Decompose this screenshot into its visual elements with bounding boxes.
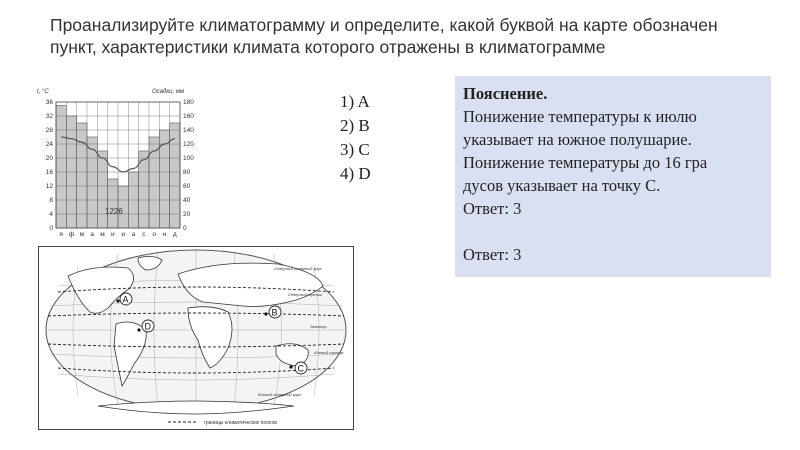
precip-bar	[108, 179, 118, 228]
point-b-label: B	[271, 307, 278, 318]
label-tropic-south: Южный тропик	[314, 350, 344, 355]
map-legend: границы климатических поясов	[204, 420, 277, 426]
month-label: я	[59, 231, 63, 238]
temp-tick-label: 32	[45, 113, 53, 121]
label-equator: Экватор	[310, 324, 327, 329]
climatogram-svg	[34, 84, 204, 240]
precip-bar	[97, 151, 107, 228]
temp-tick-label: 0	[49, 225, 53, 233]
precip-tick-label: 180	[183, 99, 194, 107]
climatogram	[34, 84, 204, 240]
month-label: а	[131, 231, 136, 238]
explanation-line-1: Понижение температуры к июлю	[463, 107, 697, 126]
world-climate-map	[38, 246, 354, 430]
temp-tick-label: 24	[45, 141, 53, 149]
question-line-2: пункт, характеристики климата которого отражены в климатограмме	[50, 37, 606, 57]
precip-bar	[170, 123, 180, 228]
precip-bar	[56, 106, 66, 229]
temp-tick-label: 28	[45, 127, 53, 135]
answer-options	[340, 90, 371, 186]
month-label: о	[152, 231, 156, 238]
precip-tick-label: 40	[183, 197, 191, 205]
month-label: ф	[68, 231, 75, 238]
explanation-box	[455, 76, 771, 277]
temp-tick-label: 4	[49, 211, 53, 219]
precip-tick-label: 160	[183, 113, 194, 121]
explanation-answer-repeat: Ответ: 3	[463, 245, 522, 264]
precip-tick-label: 100	[183, 155, 194, 163]
precip-axis-label: Осадки, мм	[152, 89, 185, 95]
point-d-label: D	[144, 321, 151, 332]
precip-bar	[159, 130, 169, 228]
temp-tick-label: 12	[45, 183, 53, 191]
question-line-1: Проанализируйте климатограмму и определите, какой буквой на карте обозначен	[50, 15, 718, 35]
precip-tick-label: 80	[183, 169, 191, 177]
temp-tick-label: 8	[49, 197, 53, 205]
month-label: и	[111, 231, 115, 238]
precip-tick-label: 120	[183, 141, 194, 149]
precip-bar	[77, 123, 87, 228]
temp-tick-label: 16	[45, 169, 53, 177]
option-a[interactable]: 1) A	[340, 92, 370, 111]
month-label: и	[121, 231, 125, 238]
month-label: с	[142, 231, 146, 238]
temp-tick-label: 36	[45, 99, 53, 107]
label-antarctic-circle: Южный полярный круг	[258, 392, 301, 397]
total-precip-label: 1226	[105, 207, 123, 216]
month-label: д	[172, 231, 177, 238]
month-label: м	[100, 231, 105, 238]
month-label: м	[79, 231, 85, 238]
option-d[interactable]: 4) D	[340, 164, 371, 183]
label-tropic-north: Северный тропик	[288, 292, 323, 297]
question-text	[50, 14, 770, 58]
explanation-line-3: Понижение температуры до 16 гра	[463, 153, 708, 172]
point-c-label: C	[297, 363, 304, 374]
explanation-header: Пояснение.	[463, 84, 548, 103]
world-map-svg	[38, 246, 354, 430]
month-label: н	[162, 231, 167, 238]
label-arctic-circle: Северный полярный круг	[274, 266, 322, 271]
option-b[interactable]: 2) B	[340, 116, 370, 135]
explanation-line-2: указывает на южное полушарие.	[463, 130, 692, 149]
temp-axis-label: t, °C	[37, 89, 49, 95]
explanation-line-4: дусов указывает на точку С.	[463, 176, 661, 195]
precip-tick-label: 60	[183, 183, 191, 191]
precip-tick-label: 0	[183, 225, 187, 233]
temp-tick-label: 20	[45, 155, 53, 163]
precip-tick-label: 20	[183, 211, 191, 219]
option-c[interactable]: 3) C	[340, 140, 370, 159]
precip-tick-label: 140	[183, 127, 194, 135]
point-a-label: A	[122, 294, 129, 305]
month-label: а	[90, 231, 94, 238]
explanation-answer: Ответ: 3	[463, 199, 522, 218]
